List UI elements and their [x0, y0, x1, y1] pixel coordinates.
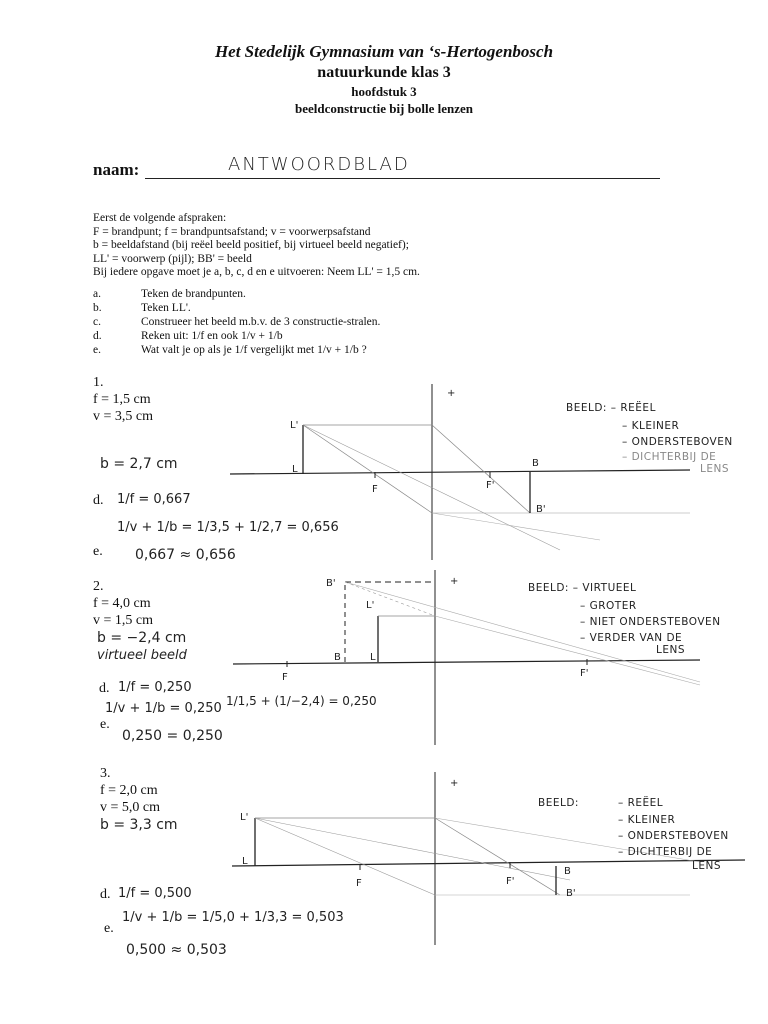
intro-line: LL' = voorwerp (pijl); BB' = beeld	[93, 252, 252, 265]
problem-3-f: f = 2,0 cm	[100, 783, 158, 798]
problem-2-e: 0,250 = 0,250	[122, 728, 223, 744]
topic-title: beeldconstructie bij bolle lenzen	[294, 101, 473, 116]
label-F-3: F	[356, 878, 362, 889]
name-label: naam:	[93, 160, 140, 179]
problem-2-b: b = −2,4 cm	[97, 630, 187, 646]
label-Lp-3: L'	[240, 812, 249, 823]
chapter-title: hoofdstuk 3	[351, 84, 417, 99]
problem-1-image-2: – ONDERSTEBOVEN	[622, 436, 733, 448]
diagram-2	[233, 570, 700, 745]
problem-2-image-3: – VERDER VAN DE	[580, 632, 683, 644]
problem-3-image-2: – KLEINER	[618, 814, 676, 826]
problem-3-d2: 1/v + 1/b = 1/5,0 + 1/3,3 = 0,503	[122, 910, 344, 925]
label-L-2: L	[370, 652, 376, 663]
label-Fp-3: F'	[506, 876, 515, 887]
problem-1-image-3: – DICHTERBIJ DE	[622, 451, 717, 463]
problem-2-d-label: d.	[99, 681, 110, 696]
lens-plus-3: +	[450, 778, 459, 789]
problem-2-note: virtueel beeld	[97, 648, 187, 663]
problem-3-e-label: e.	[104, 921, 114, 936]
label-Fp-1: F'	[486, 480, 495, 491]
problem-2-f: f = 4,0 cm	[93, 596, 151, 611]
label-F-1: F	[372, 484, 378, 495]
label-Fp-2: F'	[580, 668, 589, 679]
problem-3-d-label: d.	[100, 887, 111, 902]
problem-3-image-0: BEELD:	[538, 797, 579, 809]
problem-2-d2: 1/v + 1/b = 0,250	[105, 701, 222, 716]
step-item: d. Reken uit: 1/f en ook 1/v + 1/b	[93, 330, 283, 342]
school-title: Het Stedelijk Gymnasium van ‘s-Hertogenbosch	[214, 42, 554, 61]
problem-1-image-4: LENS	[700, 463, 730, 475]
problem-1-v: v = 3,5 cm	[93, 409, 153, 424]
problem-2-d3: 1/1,5 + (1/−2,4) = 0,250	[226, 694, 377, 708]
label-B-3: B	[564, 866, 571, 877]
intro-line: b = beeldafstand (bij reëel beeld positief, bij virtueel beeld negatief);	[93, 239, 409, 251]
label-Bp-1: B'	[536, 504, 546, 515]
problem-1-image-0: BEELD: – REËEL	[566, 402, 656, 414]
problem-3-image-5: LENS	[692, 860, 722, 872]
label-Bp-2: B'	[326, 578, 336, 589]
problem-3-d1: 1/f = 0,500	[118, 886, 192, 901]
problem-2-image-2: – NIET ONDERSTEBOVEN	[580, 616, 721, 628]
problem-2-e-label: e.	[100, 717, 110, 732]
problem-3-e: 0,500 ≈ 0,503	[126, 942, 227, 958]
problem-3-v: v = 5,0 cm	[100, 800, 160, 815]
problem-3-b: b = 3,3 cm	[100, 817, 178, 833]
lens-plus-1: +	[447, 388, 456, 399]
label-L-1: L	[292, 464, 298, 475]
problem-3-image-3: – ONDERSTEBOVEN	[618, 830, 729, 842]
problem-1-e-label: e.	[93, 544, 103, 559]
problem-1-f: f = 1,5 cm	[93, 392, 151, 407]
problem-2-d1: 1/f = 0,250	[118, 680, 192, 695]
label-Lp-1: L'	[290, 420, 299, 431]
step-item: c. Construeer het beeld m.b.v. de 3 constructie-stralen.	[93, 316, 381, 328]
problem-1-image-1: – KLEINER	[622, 420, 680, 432]
intro-line: Bij iedere opgave moet je a, b, c, d en e uitvoeren: Neem LL' = 1,5 cm.	[93, 266, 420, 278]
problem-1-d1: 1/f = 0,667	[117, 492, 191, 507]
name-value: ANTWOORDBLAD	[228, 154, 410, 175]
label-L-3: L	[242, 856, 248, 867]
course-title: natuurkunde klas 3	[317, 64, 451, 81]
problem-1-number: 1.	[93, 375, 104, 390]
step-item: b. Teken LL'.	[93, 302, 191, 314]
intro-line: F = brandpunt; f = brandpuntsafstand; v = voorwerpsafstand	[93, 225, 371, 238]
problem-1-d-label: d.	[93, 493, 104, 508]
problem-3-number: 3.	[100, 766, 111, 781]
lens-plus-2: +	[450, 576, 459, 587]
problem-3-image-4: – DICHTERBIJ DE	[618, 846, 713, 858]
problem-2-v: v = 1,5 cm	[93, 613, 153, 628]
problem-3-image-1: – REËEL	[618, 797, 664, 809]
step-item: a. Teken de brandpunten.	[93, 288, 246, 300]
label-Lp-2: L'	[366, 600, 375, 611]
label-Bp-3: B'	[566, 888, 576, 899]
problem-1-e: 0,667 ≈ 0,656	[135, 547, 236, 563]
intro-line: Eerst de volgende afspraken:	[93, 212, 227, 224]
step-item: e. Wat valt je op als je 1/f vergelijkt met 1/v + 1/b ?	[93, 344, 367, 356]
problem-1-b: b = 2,7 cm	[100, 456, 178, 472]
label-B-2: B	[334, 652, 341, 663]
problem-2-image-1: – GROTER	[580, 600, 637, 612]
label-B-1: B	[532, 458, 539, 469]
problem-2-number: 2.	[93, 579, 104, 594]
label-F-2: F	[282, 672, 288, 683]
problem-2-image-4: LENS	[656, 644, 686, 656]
problem-1-d2: 1/v + 1/b = 1/3,5 + 1/2,7 = 0,656	[117, 520, 339, 535]
problem-2-image-0: BEELD: – VIRTUEEL	[528, 582, 637, 594]
